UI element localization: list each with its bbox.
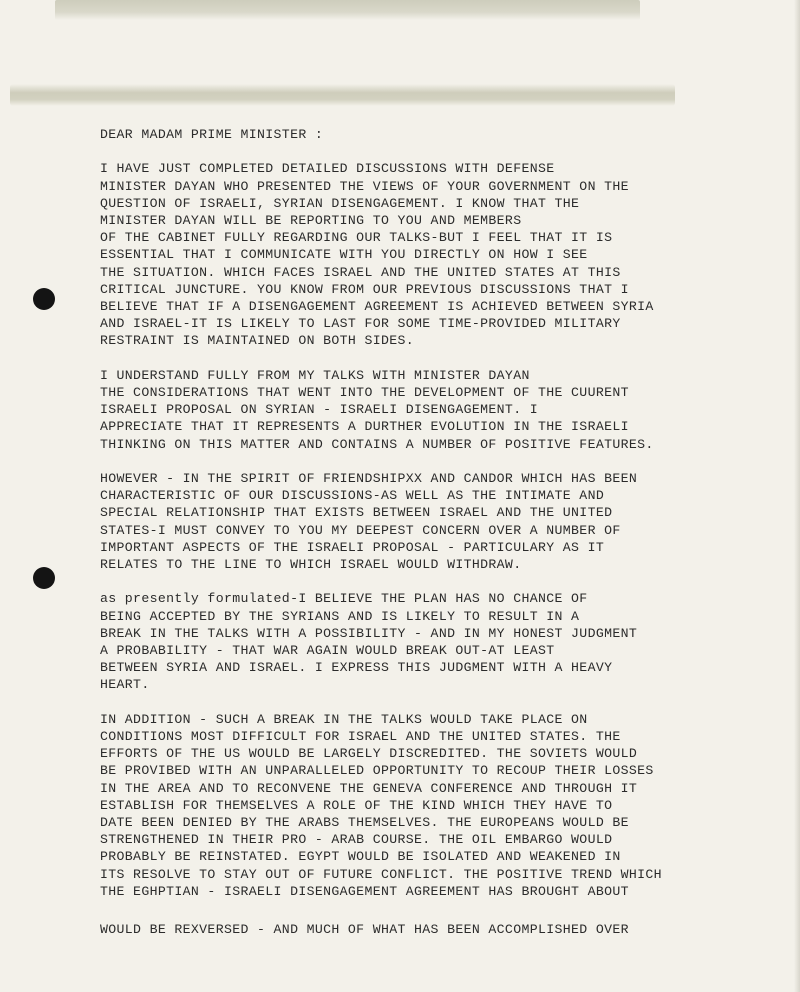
text-line: EFFORTS OF THE US WOULD BE LARGELY DISCREDITED. THE SOVIETS WOULD (100, 746, 638, 762)
text-line: CONDITIONS MOST DIFFICULT FOR ISRAEL AND THE UNITED STATES. THE (100, 729, 621, 745)
text-line: CRITICAL JUNCTURE. YOU KNOW FROM OUR PREVIOUS DISCUSSIONS THAT I (100, 281, 629, 297)
text-line: ESTABLISH FOR THEMSELVES A ROLE OF THE KIND WHICH THEY HAVE TO (100, 797, 613, 813)
salutation: DEAR MADAM PRIME MINISTER : (100, 127, 324, 142)
paragraph-5 (100, 711, 740, 900)
text-line: MINISTER DAYAN WILL BE REPORTING TO YOU AND MEMBERS (100, 213, 522, 228)
text-line: SPECIAL RELATIONSHIP THAT EXISTS BETWEEN ISRAEL AND THE UNITED (100, 505, 613, 521)
text-line: MINISTER DAYAN WHO PRESENTED THE VIEWS OF YOUR GOVERNMENT ON THE (100, 178, 629, 194)
punch-hole-upper (33, 288, 55, 310)
text-line: ESSENTIAL THAT I COMMUNICATE WITH YOU DIRECTLY ON HOW I SEE (100, 247, 588, 263)
text-line: I HAVE JUST COMPLETED DETAILED DISCUSSIONS WITH DEFENSE (100, 161, 555, 177)
punch-hole-lower (33, 567, 55, 589)
paragraph-2 (100, 367, 740, 453)
text-line: HOWEVER - IN THE SPIRIT OF FRIENDSHIPXX AND CANDOR WHICH HAS BEEN (100, 471, 638, 487)
text-line: ISRAELI PROPOSAL ON SYRIAN - ISRAELI DISENGAGEMENT. I (100, 402, 538, 418)
page-edge-shadow (794, 0, 800, 992)
text-line: BREAK IN THE TALKS WITH A POSSIBILITY - AND IN MY HONEST JUDGMENT (100, 625, 638, 641)
text-line: BEING ACCEPTED BY THE SYRIANS AND IS LIKELY TO RESULT IN A (100, 608, 580, 624)
text-line: BE PROVIBED WITH AN UNPARALLELED OPPORTUNITY TO RECOUP THEIR LOSSES (100, 763, 654, 779)
text-line: THE CONSIDERATIONS THAT WENT INTO THE DEVELOPMENT OF THE CUURENT (100, 385, 629, 401)
text-line: RESTRAINT IS MAINTAINED ON BOTH SIDES. (100, 333, 415, 349)
text-line: THE EGHPTIAN - ISRAELI DISENGAGEMENT AGREEMENT HAS BROUGHT ABOUT (100, 883, 629, 899)
text-line: PROBABLY BE REINSTATED. EGYPT WOULD BE ISOLATED AND WEAKENED IN (100, 849, 621, 865)
paragraph-3 (100, 470, 740, 573)
text-line: AND ISRAEL-IT IS LIKELY TO LAST FOR SOME TIME-PROVIDED MILITARY (100, 316, 621, 332)
continuation-line: WOULD BE REXVERSED - AND MUCH OF WHAT HAS BEEN ACCOMPLISHED OVER (100, 922, 629, 938)
text-line: CHARACTERISTIC OF OUR DISCUSSIONS-AS WELL AS THE INTIMATE AND (100, 488, 605, 504)
text-line: STATES-I MUST CONVEY TO YOU MY DEEPEST CONCERN OVER A NUMBER OF (100, 522, 621, 538)
text-line: A PROBABILITY - THAT WAR AGAIN WOULD BREAK OUT-AT LEAST (100, 643, 555, 659)
text-line: IN THE AREA AND TO RECONVENE THE GENEVA CONFERENCE AND THROUGH IT (100, 780, 638, 796)
text-line: QUESTION OF ISRAELI, SYRIAN DISENGAGEMENT. I KNOW THAT THE (100, 195, 580, 211)
text-line: APPRECIATE THAT IT REPRESENTS A DURTHER EVOLUTION IN THE ISRAELI (100, 419, 629, 435)
text-line: BETWEEN SYRIA AND ISRAEL. I EXPRESS THIS JUDGMENT WITH A HEAVY (100, 660, 613, 676)
text-line: IMPORTANT ASPECTS OF THE ISRAELI PROPOSAL - PARTICULARY AS IT (100, 539, 605, 555)
text-line: IN ADDITION - SUCH A BREAK IN THE TALKS WOULD TAKE PLACE ON (100, 711, 588, 727)
text-line: RELATES TO THE LINE TO WHICH ISRAEL WOULD WITHDRAW. (100, 557, 522, 573)
text-line: I UNDERSTAND FULLY FROM MY TALKS WITH MINISTER DAYAN (100, 367, 530, 383)
letter-body (100, 126, 740, 938)
text-line: OF THE CABINET FULLY REGARDING OUR TALKS-BUT I FEEL THAT IT IS (100, 230, 613, 246)
paragraph-4 (100, 590, 740, 693)
top-copy-smudge (55, 0, 640, 20)
text-line: HEART. (100, 677, 150, 693)
text-line: as presently formulated-I BELIEVE THE PLAN HAS NO CHANCE OF (100, 591, 588, 607)
header-copy-smudge (10, 84, 675, 106)
text-line: BELIEVE THAT IF A DISENGAGEMENT AGREEMENT IS ACHIEVED BETWEEN SYRIA (100, 299, 654, 315)
text-line: STRENGTHENED IN THEIR PRO - ARAB COURSE. THE OIL EMBARGO WOULD (100, 832, 613, 848)
text-line: THINKING ON THIS MATTER AND CONTAINS A NUMBER OF POSITIVE FEATURES. (100, 436, 654, 452)
text-line: DATE BEEN DENIED BY THE ARABS THEMSELVES. THE EUROPEANS WOULD BE (100, 815, 629, 831)
paragraph-1 (100, 160, 740, 349)
text-line: ITS RESOLVE TO STAY OUT OF FUTURE CONFLICT. THE POSITIVE TREND WHICH (100, 866, 662, 882)
text-line: THE SITUATION. WHICH FACES ISRAEL AND THE UNITED STATES AT THIS (100, 264, 621, 280)
